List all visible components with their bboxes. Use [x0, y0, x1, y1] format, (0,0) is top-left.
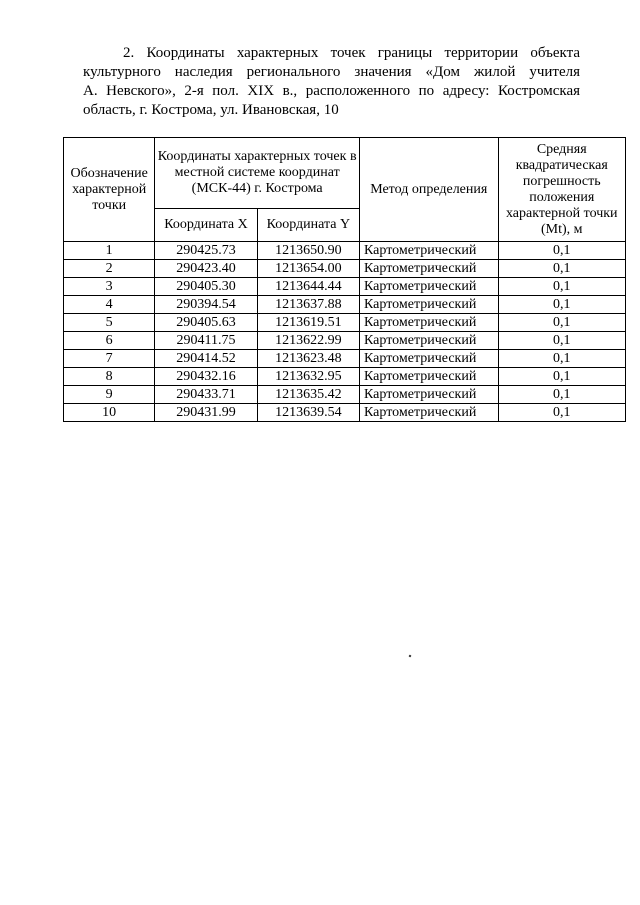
cell-error: 0,1: [498, 278, 625, 296]
cell-coordinate-y: 1213635.42: [257, 386, 359, 404]
cell-coordinate-y: 1213644.44: [257, 278, 359, 296]
table-row: [64, 314, 626, 332]
cell-coordinate-y: 1213632.95: [257, 368, 359, 386]
cell-method: Картометрический: [360, 260, 498, 278]
cell-point: 4: [64, 296, 155, 314]
coordinates-table: [63, 137, 626, 422]
cell-coordinate-y: 1213619.51: [257, 314, 359, 332]
cell-method: Картометрический: [360, 404, 498, 422]
header-error: Средняя квадратическая погрешность положения характерной точки (Mt), м: [498, 138, 625, 242]
cell-error: 0,1: [498, 260, 625, 278]
cell-point: 10: [64, 404, 155, 422]
cell-point: 5: [64, 314, 155, 332]
cell-method: Картометрический: [360, 296, 498, 314]
cell-error: 0,1: [498, 368, 625, 386]
header-coordinate-y: Координата Y: [257, 209, 359, 242]
cell-error: 0,1: [498, 314, 625, 332]
cell-error: 0,1: [498, 242, 625, 260]
cell-method: Картометрический: [360, 386, 498, 404]
table-row: [64, 368, 626, 386]
table-row: [64, 260, 626, 278]
table-header: [64, 138, 626, 242]
table-row: [64, 242, 626, 260]
cell-coordinate-x: 290423.40: [155, 260, 257, 278]
cell-point: 1: [64, 242, 155, 260]
table-row: [64, 296, 626, 314]
cell-coordinate-x: 290405.63: [155, 314, 257, 332]
header-method: Метод определения: [360, 138, 498, 242]
header-point: Обозначение характерной точки: [64, 138, 155, 242]
cell-error: 0,1: [498, 296, 625, 314]
stray-mark: [409, 655, 412, 658]
cell-error: 0,1: [498, 386, 625, 404]
section-paragraph: [83, 44, 580, 120]
cell-coordinate-y: 1213622.99: [257, 332, 359, 350]
paragraph-line: 2. Координаты характерных точек границы территории объекта: [123, 45, 580, 61]
cell-coordinate-y: 1213623.48: [257, 350, 359, 368]
cell-point: 8: [64, 368, 155, 386]
cell-error: 0,1: [498, 350, 625, 368]
cell-coordinate-x: 290433.71: [155, 386, 257, 404]
table-row: [64, 332, 626, 350]
cell-method: Картометрический: [360, 278, 498, 296]
cell-method: Картометрический: [360, 350, 498, 368]
cell-coordinate-x: 290414.52: [155, 350, 257, 368]
cell-coordinate-y: 1213637.88: [257, 296, 359, 314]
cell-point: 7: [64, 350, 155, 368]
cell-method: Картометрический: [360, 314, 498, 332]
cell-coordinate-x: 290405.30: [155, 278, 257, 296]
cell-coordinate-y: 1213650.90: [257, 242, 359, 260]
header-coordinates-group: Координаты характерных точек в местной системе координат (МСК-44) г. Кострома: [155, 138, 360, 209]
table-row: [64, 350, 626, 368]
cell-coordinate-x: 290431.99: [155, 404, 257, 422]
cell-coordinate-x: 290411.75: [155, 332, 257, 350]
header-coordinate-x: Координата X: [155, 209, 257, 242]
cell-point: 9: [64, 386, 155, 404]
table-row: [64, 386, 626, 404]
paragraph-line: А. Невского», 2-я пол. XIX в., расположенного по адресу: Костромская: [83, 83, 580, 99]
cell-method: Картометрический: [360, 368, 498, 386]
cell-coordinate-x: 290425.73: [155, 242, 257, 260]
cell-coordinate-x: 290432.16: [155, 368, 257, 386]
table-row: [64, 404, 626, 422]
cell-coordinate-y: 1213654.00: [257, 260, 359, 278]
cell-point: 2: [64, 260, 155, 278]
cell-coordinate-x: 290394.54: [155, 296, 257, 314]
cell-method: Картометрический: [360, 242, 498, 260]
cell-error: 0,1: [498, 404, 625, 422]
cell-point: 3: [64, 278, 155, 296]
paragraph-line: культурного наследия регионального значения «Дом жилой учителя: [83, 64, 580, 80]
cell-point: 6: [64, 332, 155, 350]
cell-error: 0,1: [498, 332, 625, 350]
cell-coordinate-y: 1213639.54: [257, 404, 359, 422]
table-body: [64, 242, 626, 422]
paragraph-line: область, г. Кострома, ул. Ивановская, 10: [83, 102, 339, 118]
cell-method: Картометрический: [360, 332, 498, 350]
table-row: [64, 278, 626, 296]
